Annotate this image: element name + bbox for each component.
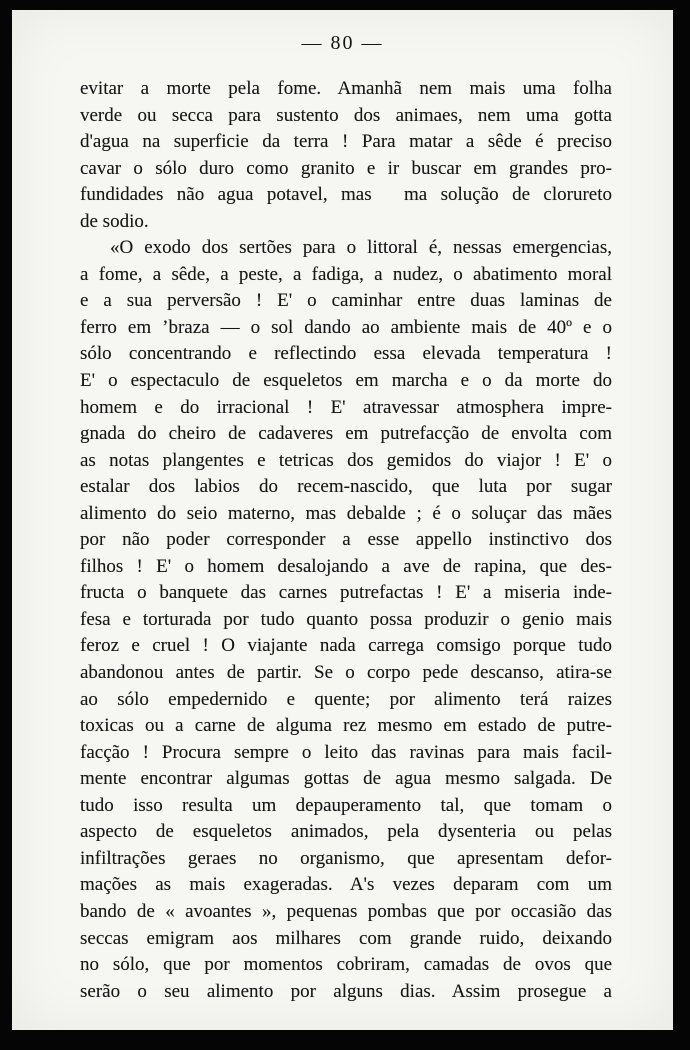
text-line: abandonou antes de partir. Se o corpo pede descanso, atira-se	[80, 662, 612, 684]
text-line: bando de « avoantes », pequenas pombas que por occasião das	[80, 900, 612, 922]
text-line: e a sua perversão ! E' o caminhar entre duas laminas de	[80, 290, 612, 312]
text-line: cavar o sólo duro como granito e ir buscar em grandes pro-	[80, 157, 612, 179]
text-line: serão o seu alimento por alguns dias. Assim prosegue a	[80, 980, 612, 1002]
text-line: ferro em ’braza — o sol dando ao ambiente mais de 40º e o	[80, 316, 612, 338]
text-line: no sólo, que por momentos cobriram, camadas de ovos que	[80, 954, 612, 976]
text-line: fructa o banquete das carnes putrefactas ! E' a miseria inde-	[80, 582, 612, 604]
text-line: gnada do cheiro de cadaveres em putrefacção de envolta com	[80, 423, 612, 445]
text-line: por não poder corresponder a esse appello instinctivo dos	[80, 529, 612, 551]
text-line: as notas plangentes e tetricas dos gemidos do viajor ! E' o	[80, 449, 612, 471]
text-line: ao sólo empedernido e quente; por alimento terá raizes	[80, 688, 612, 710]
text-line: homem e do irracional ! E' atravessar atmosphera impre-	[80, 396, 612, 418]
text-line: de sodio.	[80, 210, 149, 232]
page-number: — 80 —	[301, 32, 384, 54]
text-line: infiltrações geraes no organismo, que apresentam defor-	[80, 847, 612, 869]
text-line: feroz e cruel ! O viajante nada carrega comsigo porque tudo	[80, 635, 612, 657]
text-line: mente encontrar algumas gottas de agua mesmo salgada. De	[80, 768, 612, 790]
text-line: a fome, a sêde, a peste, a fadiga, a nudez, o abatimento moral	[80, 263, 612, 285]
text-line: mações as mais exageradas. A's vezes deparam com um	[80, 874, 612, 896]
text-line: alimento do seio materno, mas debalde ; é o soluçar das mães	[80, 502, 612, 524]
text-line: tudo isso resulta um depauperamento tal, que tomam o	[80, 794, 612, 816]
text-line: filhos ! E' o homem desalojando a ave de rapina, que des-	[80, 555, 612, 577]
text-line: toxicas ou a carne de alguma rez mesmo em estado de putre-	[80, 715, 612, 737]
text-line: fesa e torturada por tudo quanto possa produzir o genio mais	[80, 608, 612, 630]
text-line: sólo concentrando e reflectindo essa elevada temperatura !	[80, 343, 612, 365]
paragraph-2	[80, 235, 612, 1005]
text-line: facção ! Procura sempre o leito das ravinas para mais facil-	[80, 741, 612, 763]
text-line: E' o espectaculo de esqueletos em marcha e o da morte do	[80, 370, 612, 392]
book-page	[12, 10, 673, 1030]
text-line: seccas emigram aos milhares com grande ruido, deixando	[80, 927, 612, 949]
text-line: verde ou secca para sustento dos animaes, nem uma gotta	[80, 104, 612, 126]
text-line: estalar dos labios do recem-nascido, que luta por sugar	[80, 476, 612, 498]
text-line: «O exodo dos sertões para o littoral é, nessas emergencias,	[110, 237, 612, 259]
text-line: d'agua na superficie da terra ! Para matar a sêde é preciso	[80, 131, 612, 153]
page-text	[12, 76, 673, 1005]
text-line: evitar a morte pela fome. Amanhã nem mais uma folha	[80, 78, 612, 99]
text-line: fundidades não agua potavel, mas ma solução de clorureto	[80, 184, 612, 206]
text-line: aspecto de esqueletos animados, pela dysenteria ou pelas	[80, 821, 612, 843]
paragraph-1	[80, 76, 612, 235]
